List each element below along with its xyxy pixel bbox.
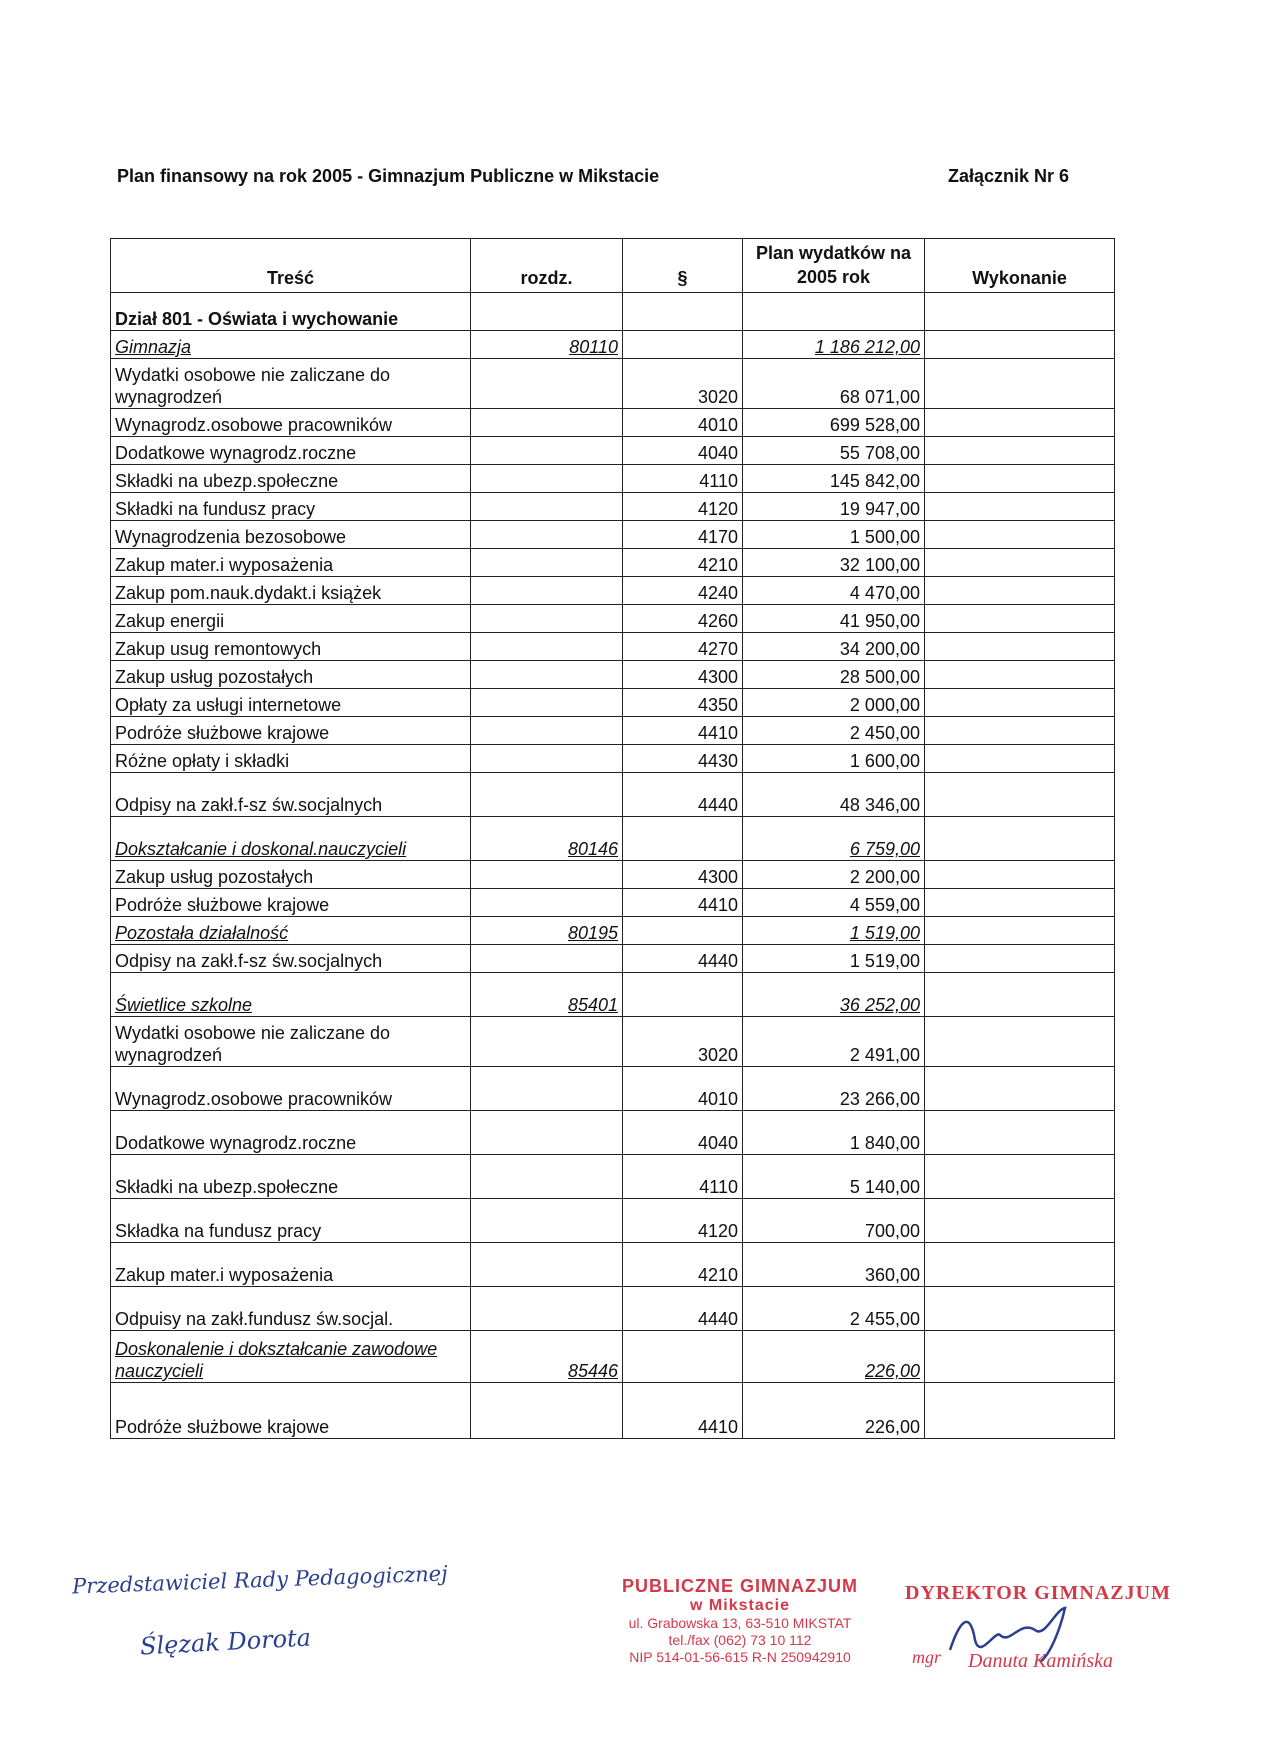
cell-plan [743, 1111, 925, 1155]
rozdz-text: 85446 [567, 1361, 618, 1381]
cell-paragraf: 4440 [623, 1287, 743, 1331]
cell-tresc [111, 605, 471, 633]
cell-paragraf: 4010 [623, 1067, 743, 1111]
cell-rozdz [471, 1331, 623, 1383]
cell-tresc [111, 493, 471, 521]
cell-paragraf: 4240 [623, 577, 743, 605]
cell-wykonanie [925, 1383, 1115, 1439]
tresc-text: Wydatki osobowe nie zaliczane do wynagrodzeń [115, 1023, 390, 1065]
tresc-text: Wydatki osobowe nie zaliczane do wynagrodzeń [115, 365, 390, 407]
cell-tresc [111, 1287, 471, 1331]
cell-tresc [111, 1383, 471, 1439]
stamp-school-address: ul. Grabowska 13, 63-510 MIKSTAT [628, 1615, 852, 1631]
cell-paragraf: 3020 [623, 1017, 743, 1067]
tresc-text: Zakup usług pozostałych [115, 867, 314, 887]
section-row [111, 293, 1115, 331]
stamp-school-place: w Mikstacie [690, 1597, 790, 1614]
cell-paragraf: 4110 [623, 465, 743, 493]
cell-plan [743, 1383, 925, 1439]
finance-table [110, 238, 1115, 1439]
chapter-row [111, 817, 1115, 861]
table-row [111, 745, 1115, 773]
cell-rozdz [471, 889, 623, 917]
rozdz-text: 80110 [569, 337, 618, 357]
cell-paragraf: 4260 [623, 605, 743, 633]
cell-plan [743, 549, 925, 577]
cell-rozdz [471, 917, 623, 945]
table-row [111, 409, 1115, 437]
cell-tresc [111, 889, 471, 917]
col-header-tresc: Treść [111, 239, 471, 293]
cell-tresc [111, 973, 471, 1017]
table-row [111, 861, 1115, 889]
cell-wykonanie [925, 1155, 1115, 1199]
cell-wykonanie [925, 661, 1115, 689]
tresc-text: Pozostała działalność [115, 923, 289, 943]
cell-plan [743, 1199, 925, 1243]
cell-tresc [111, 917, 471, 945]
col-header-paragraf: § [623, 239, 743, 293]
cell-paragraf: 4040 [623, 1111, 743, 1155]
cell-wykonanie [925, 465, 1115, 493]
stamp-school-phone: tel./fax (062) 73 10 112 [668, 1632, 812, 1648]
cell-wykonanie [925, 521, 1115, 549]
cell-tresc [111, 745, 471, 773]
cell-tresc [111, 689, 471, 717]
chapter-row [111, 917, 1115, 945]
plan-value: 2 000,00 [849, 695, 920, 715]
plan-value: 2 200,00 [849, 867, 920, 887]
cell-rozdz [471, 549, 623, 577]
cell-plan [743, 1155, 925, 1199]
table-row [111, 549, 1115, 577]
tresc-text: Różne opłaty i składki [115, 751, 290, 771]
tresc-text: Zakup pom.nauk.dydakt.i książek [115, 583, 382, 603]
cell-wykonanie [925, 1287, 1115, 1331]
cell-plan [743, 1331, 925, 1383]
cell-wykonanie [925, 1331, 1115, 1383]
plan-value: 1 600,00 [849, 751, 920, 771]
cell-rozdz [471, 861, 623, 889]
cell-wykonanie [925, 437, 1115, 465]
table-row [111, 465, 1115, 493]
cell-rozdz [471, 521, 623, 549]
table-row [111, 1111, 1115, 1155]
signature-teachers-council: Przedstawiciel Rady Pedagogicznej [71, 1561, 449, 1599]
cell-plan [743, 1067, 925, 1111]
cell-paragraf: 4440 [623, 945, 743, 973]
cell-tresc [111, 359, 471, 409]
cell-plan [743, 633, 925, 661]
director-stamp-mgr: mgr [912, 1647, 942, 1667]
plan-value: 5 140,00 [849, 1177, 920, 1197]
cell-tresc [111, 1111, 471, 1155]
cell-paragraf: 4010 [623, 409, 743, 437]
cell-rozdz [471, 1243, 623, 1287]
cell-paragraf: 3020 [623, 359, 743, 409]
tresc-text: Dodatkowe wynagrodz.roczne [115, 443, 357, 463]
plan-value: 68 071,00 [839, 387, 920, 407]
tresc-text: Składki na ubezp.społeczne [115, 1177, 339, 1197]
tresc-text: Składki na ubezp.społeczne [115, 471, 339, 491]
chapter-row [111, 973, 1115, 1017]
cell-paragraf: 4350 [623, 689, 743, 717]
tresc-text: Odpisy na zakł.f-sz św.socjalnych [115, 795, 383, 815]
plan-value: 1 840,00 [849, 1133, 920, 1153]
cell-rozdz [471, 773, 623, 817]
cell-wykonanie [925, 1111, 1115, 1155]
cell-wykonanie [925, 577, 1115, 605]
cell-tresc [111, 817, 471, 861]
cell-plan [743, 437, 925, 465]
cell-plan [743, 605, 925, 633]
plan-value: 55 708,00 [839, 443, 920, 463]
plan-value: 23 266,00 [839, 1089, 920, 1109]
cell-rozdz [471, 1383, 623, 1439]
col-header-rozdz: rozdz. [471, 239, 623, 293]
cell-wykonanie [925, 1017, 1115, 1067]
tresc-text: Podróże służbowe krajowe [115, 895, 330, 915]
cell-wykonanie [925, 717, 1115, 745]
cell-paragraf: 4210 [623, 549, 743, 577]
school-stamp [595, 1576, 885, 1666]
plan-value: 226,00 [864, 1361, 920, 1381]
cell-plan [743, 745, 925, 773]
cell-wykonanie [925, 1199, 1115, 1243]
cell-wykonanie [925, 1067, 1115, 1111]
cell-rozdz [471, 1067, 623, 1111]
cell-plan [743, 689, 925, 717]
cell-rozdz [471, 745, 623, 773]
cell-rozdz [471, 1199, 623, 1243]
cell-plan [743, 577, 925, 605]
table-row [111, 661, 1115, 689]
cell-paragraf: 4110 [623, 1155, 743, 1199]
plan-value: 699 528,00 [829, 415, 920, 435]
tresc-text: Wynagrodz.osobowe pracowników [115, 415, 392, 435]
table-row [111, 437, 1115, 465]
cell-tresc [111, 549, 471, 577]
cell-plan [743, 973, 925, 1017]
tresc-text: Podróże służbowe krajowe [115, 723, 330, 743]
cell-tresc [111, 661, 471, 689]
tresc-text: Świetlice szkolne [115, 995, 253, 1015]
stamp-school-name: PUBLICZNE GIMNAZJUM [622, 1576, 858, 1596]
cell-rozdz [471, 1287, 623, 1331]
table-row [111, 1243, 1115, 1287]
cell-plan [743, 861, 925, 889]
plan-value: 36 252,00 [839, 995, 920, 1015]
cell-wykonanie [925, 773, 1115, 817]
cell-wykonanie [925, 817, 1115, 861]
cell-paragraf: 4440 [623, 773, 743, 817]
cell-rozdz [471, 493, 623, 521]
cell-tresc [111, 717, 471, 745]
table-row [111, 605, 1115, 633]
director-stamp-name: Danuta Kamińska [968, 1650, 1113, 1672]
cell-paragraf: 4170 [623, 521, 743, 549]
cell-wykonanie [925, 945, 1115, 973]
cell-tresc [111, 1067, 471, 1111]
table-header-row [111, 239, 1115, 293]
cell-paragraf [623, 1331, 743, 1383]
cell-tresc [111, 633, 471, 661]
col-header-wykonanie: Wykonanie [925, 239, 1115, 293]
cell-plan [743, 1017, 925, 1067]
rozdz-text: 80195 [567, 923, 618, 943]
tresc-text: Doskonalenie i dokształcanie zawodowe nauczycieli [115, 1339, 438, 1381]
cell-paragraf [623, 973, 743, 1017]
plan-value: 2 491,00 [849, 1045, 920, 1065]
cell-paragraf: 4410 [623, 889, 743, 917]
cell-rozdz [471, 973, 623, 1017]
cell-tresc [111, 1155, 471, 1199]
table-row [111, 493, 1115, 521]
tresc-text: Wynagrodz.osobowe pracowników [115, 1089, 392, 1109]
cell-plan [743, 1287, 925, 1331]
cell-tresc [111, 773, 471, 817]
table-row [111, 889, 1115, 917]
table-row [111, 945, 1115, 973]
cell-wykonanie [925, 409, 1115, 437]
plan-value: 1 186 212,00 [814, 337, 920, 357]
cell-wykonanie [925, 331, 1115, 359]
cell-rozdz [471, 717, 623, 745]
cell-tresc [111, 1331, 471, 1383]
cell-plan [743, 773, 925, 817]
tresc-text: Zakup mater.i wyposażenia [115, 1265, 334, 1285]
cell-rozdz [471, 1017, 623, 1067]
cell-tresc [111, 521, 471, 549]
table-row [111, 1287, 1115, 1331]
cell-tresc [111, 437, 471, 465]
cell-rozdz [471, 437, 623, 465]
chapter-row [111, 331, 1115, 359]
cell-tresc [111, 331, 471, 359]
cell-rozdz [471, 359, 623, 409]
signature-teacher-name: Ślęzak Dorota [139, 1623, 312, 1661]
chapter-row [111, 1331, 1115, 1383]
table-row [111, 1199, 1115, 1243]
cell-rozdz [471, 1111, 623, 1155]
tresc-text: Wynagrodzenia bezosobowe [115, 527, 346, 547]
table-row [111, 1383, 1115, 1439]
stamp-school-ids: NIP 514-01-56-615 R-N 250942910 [629, 1649, 851, 1665]
table-row [111, 521, 1115, 549]
cell-paragraf: 4210 [623, 1243, 743, 1287]
plan-value: 32 100,00 [839, 555, 920, 575]
cell-plan [743, 817, 925, 861]
cell-rozdz [471, 1155, 623, 1199]
cell-plan [743, 331, 925, 359]
table-row [111, 577, 1115, 605]
tresc-text: Odpisy na zakł.f-sz św.socjalnych [115, 951, 383, 971]
cell-tresc [111, 945, 471, 973]
cell-wykonanie [925, 917, 1115, 945]
plan-value: 226,00 [864, 1417, 920, 1437]
cell-plan [743, 717, 925, 745]
plan-value: 48 346,00 [839, 795, 920, 815]
cell-tresc [111, 409, 471, 437]
cell-paragraf: 4300 [623, 861, 743, 889]
plan-value: 1 500,00 [849, 527, 920, 547]
cell-paragraf [623, 917, 743, 945]
plan-value: 34 200,00 [839, 639, 920, 659]
table-row [111, 359, 1115, 409]
cell-rozdz [471, 409, 623, 437]
cell-wykonanie [925, 633, 1115, 661]
cell-rozdz [471, 605, 623, 633]
table-row [111, 773, 1115, 817]
cell-paragraf: 4430 [623, 745, 743, 773]
table-row [111, 689, 1115, 717]
plan-value: 360,00 [864, 1265, 920, 1285]
tresc-text: Składka na fundusz pracy [115, 1221, 322, 1241]
cell-plan [743, 889, 925, 917]
table-row [111, 1155, 1115, 1199]
section-title: Dział 801 - Oświata i wychowanie [111, 293, 471, 331]
plan-value: 4 470,00 [849, 583, 920, 603]
table-row [111, 1067, 1115, 1111]
plan-value: 145 842,00 [829, 471, 920, 491]
plan-value: 4 559,00 [849, 895, 920, 915]
plan-value: 2 455,00 [849, 1309, 920, 1329]
tresc-text: Dodatkowe wynagrodz.roczne [115, 1133, 357, 1153]
cell-rozdz [471, 945, 623, 973]
cell-tresc [111, 1243, 471, 1287]
table-row [111, 633, 1115, 661]
plan-value: 6 759,00 [849, 839, 920, 859]
cell-tresc [111, 1017, 471, 1067]
tresc-text: Gimnazja [115, 337, 192, 357]
tresc-text: Zakup usug remontowych [115, 639, 322, 659]
cell-tresc [111, 861, 471, 889]
cell-rozdz [471, 331, 623, 359]
cell-rozdz [471, 465, 623, 493]
cell-wykonanie [925, 689, 1115, 717]
cell-wykonanie [925, 493, 1115, 521]
cell-plan [743, 409, 925, 437]
col-header-plan: Plan wydatków na 2005 rok [743, 239, 925, 293]
cell-paragraf: 4120 [623, 1199, 743, 1243]
cell-plan [743, 359, 925, 409]
tresc-text: Dokształcanie i doskonal.nauczycieli [115, 839, 407, 859]
cell-wykonanie [925, 549, 1115, 577]
table-row [111, 1017, 1115, 1067]
cell-wykonanie [925, 745, 1115, 773]
cell-wykonanie [925, 1243, 1115, 1287]
cell-wykonanie [925, 889, 1115, 917]
cell-paragraf: 4300 [623, 661, 743, 689]
tresc-text: Opłaty za usługi internetowe [115, 695, 342, 715]
plan-value: 1 519,00 [849, 951, 920, 971]
cell-paragraf [623, 331, 743, 359]
cell-paragraf: 4410 [623, 717, 743, 745]
table-row [111, 717, 1115, 745]
tresc-text: Składki na fundusz pracy [115, 499, 316, 519]
cell-tresc [111, 1199, 471, 1243]
plan-value: 19 947,00 [839, 499, 920, 519]
cell-tresc [111, 577, 471, 605]
cell-rozdz [471, 689, 623, 717]
cell-wykonanie [925, 861, 1115, 889]
tresc-text: Podróże służbowe krajowe [115, 1417, 330, 1437]
cell-rozdz [471, 661, 623, 689]
cell-rozdz [471, 577, 623, 605]
annex-label: Załącznik Nr 6 [948, 166, 1070, 186]
plan-value: 41 950,00 [839, 611, 920, 631]
rozdz-text: 85401 [567, 995, 618, 1015]
tresc-text: Zakup usług pozostałych [115, 667, 314, 687]
cell-rozdz [471, 633, 623, 661]
cell-wykonanie [925, 973, 1115, 1017]
plan-value: 700,00 [864, 1221, 920, 1241]
cell-wykonanie [925, 359, 1115, 409]
cell-plan [743, 1243, 925, 1287]
cell-wykonanie [925, 605, 1115, 633]
cell-rozdz [471, 817, 623, 861]
tresc-text: Odpuisy na zakł.fundusz św.socjal. [115, 1309, 394, 1329]
cell-plan [743, 493, 925, 521]
director-stamp-title: DYREKTOR GIMNAZJUM [905, 1582, 1171, 1604]
cell-paragraf: 4410 [623, 1383, 743, 1439]
cell-plan [743, 917, 925, 945]
cell-plan [743, 521, 925, 549]
cell-plan [743, 945, 925, 973]
page-title: Plan finansowy na rok 2005 - Gimnazjum Publiczne w Mikstacie [117, 166, 660, 186]
plan-value: 28 500,00 [839, 667, 920, 687]
cell-paragraf: 4040 [623, 437, 743, 465]
cell-paragraf: 4270 [623, 633, 743, 661]
plan-value: 2 450,00 [849, 723, 920, 743]
cell-plan [743, 465, 925, 493]
cell-tresc [111, 465, 471, 493]
cell-paragraf [623, 817, 743, 861]
cell-paragraf: 4120 [623, 493, 743, 521]
rozdz-text: 80146 [567, 839, 618, 859]
tresc-text: Zakup mater.i wyposażenia [115, 555, 334, 575]
plan-value: 1 519,00 [849, 923, 920, 943]
cell-plan [743, 661, 925, 689]
tresc-text: Zakup energii [115, 611, 225, 631]
